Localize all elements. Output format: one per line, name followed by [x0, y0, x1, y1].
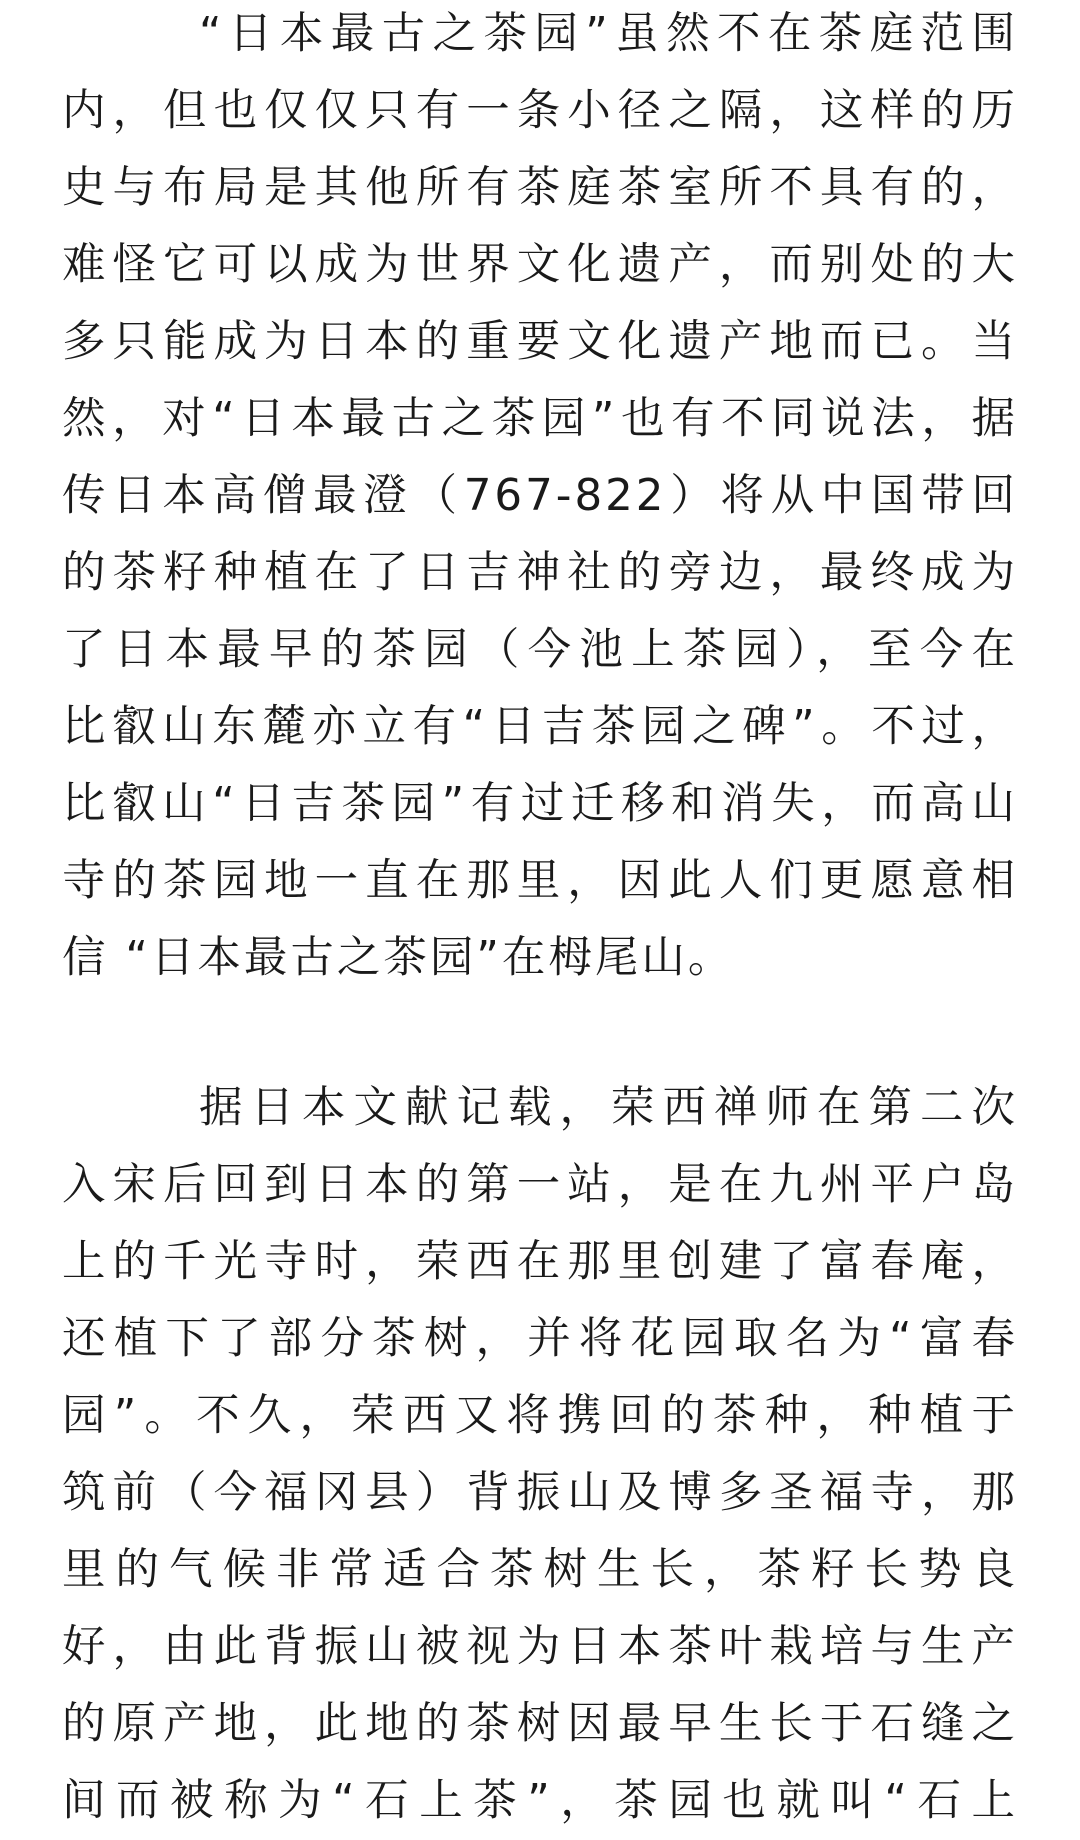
text-line: 然，对“日本最古之茶园”也有不同说法，据 [62, 394, 1018, 444]
text-line: 还植下了部分茶树，并将花园取名为“富春 [62, 1314, 1018, 1364]
text-line: 园”。不久，荣西又将携回的茶种，种植于 [62, 1391, 1018, 1441]
text-line: 了日本最早的茶园（今池上茶园），至今在 [62, 625, 1018, 675]
text-line: 据日本文献记载，荣西禅师在第二次 [199, 1083, 1018, 1133]
text-line: 的茶籽种植在了日吉神社的旁边，最终成为 [62, 548, 1018, 598]
paragraph-2 [62, 1070, 1018, 1840]
text-line: “日本最古之茶园”虽然不在茶庭范围 [199, 9, 1018, 59]
text-line: 比叡山东麓亦立有“日吉茶园之碑”。不过， [62, 702, 1018, 752]
text-line: 难怪它可以成为世界文化遗产，而别处的大 [62, 240, 1018, 290]
text-line: 内，但也仅仅只有一条小径之隔，这样的历 [62, 86, 1018, 136]
text-line: 筑前（今福冈县）背振山及博多圣福寺，那 [62, 1468, 1018, 1518]
text-line: 传日本高僧最澄（767-822）将从中国带回 [62, 471, 1018, 521]
text-line: 里的气候非常适合茶树生长，茶籽长势良 [62, 1545, 1018, 1595]
text-line: 的原产地，此地的茶树因最早生长于石缝之 [62, 1699, 1018, 1749]
text-line: 上的千光寺时，荣西在那里创建了富春庵， [62, 1237, 1018, 1287]
text-line: 间而被称为“石上茶”，茶园也就叫“石上 [62, 1776, 1018, 1826]
text-line: 比叡山“日吉茶园”有过迁移和消失，而高山 [62, 779, 1018, 829]
paragraph-1 [62, 0, 1018, 997]
text-line: 寺的茶园地一直在那里，因此人们更愿意相 [62, 856, 1018, 906]
text-line: 史与布局是其他所有茶庭茶室所不具有的， [62, 163, 1018, 213]
text-line: 好，由此背振山被视为日本茶叶栽培与生产 [62, 1622, 1018, 1672]
text-line: 多只能成为日本的重要文化遗产地而已。当 [62, 317, 1018, 367]
text-line: 信 “日本最古之茶园”在栂尾山。 [62, 933, 735, 983]
text-line: 入宋后回到日本的第一站，是在九州平户岛 [62, 1160, 1018, 1210]
